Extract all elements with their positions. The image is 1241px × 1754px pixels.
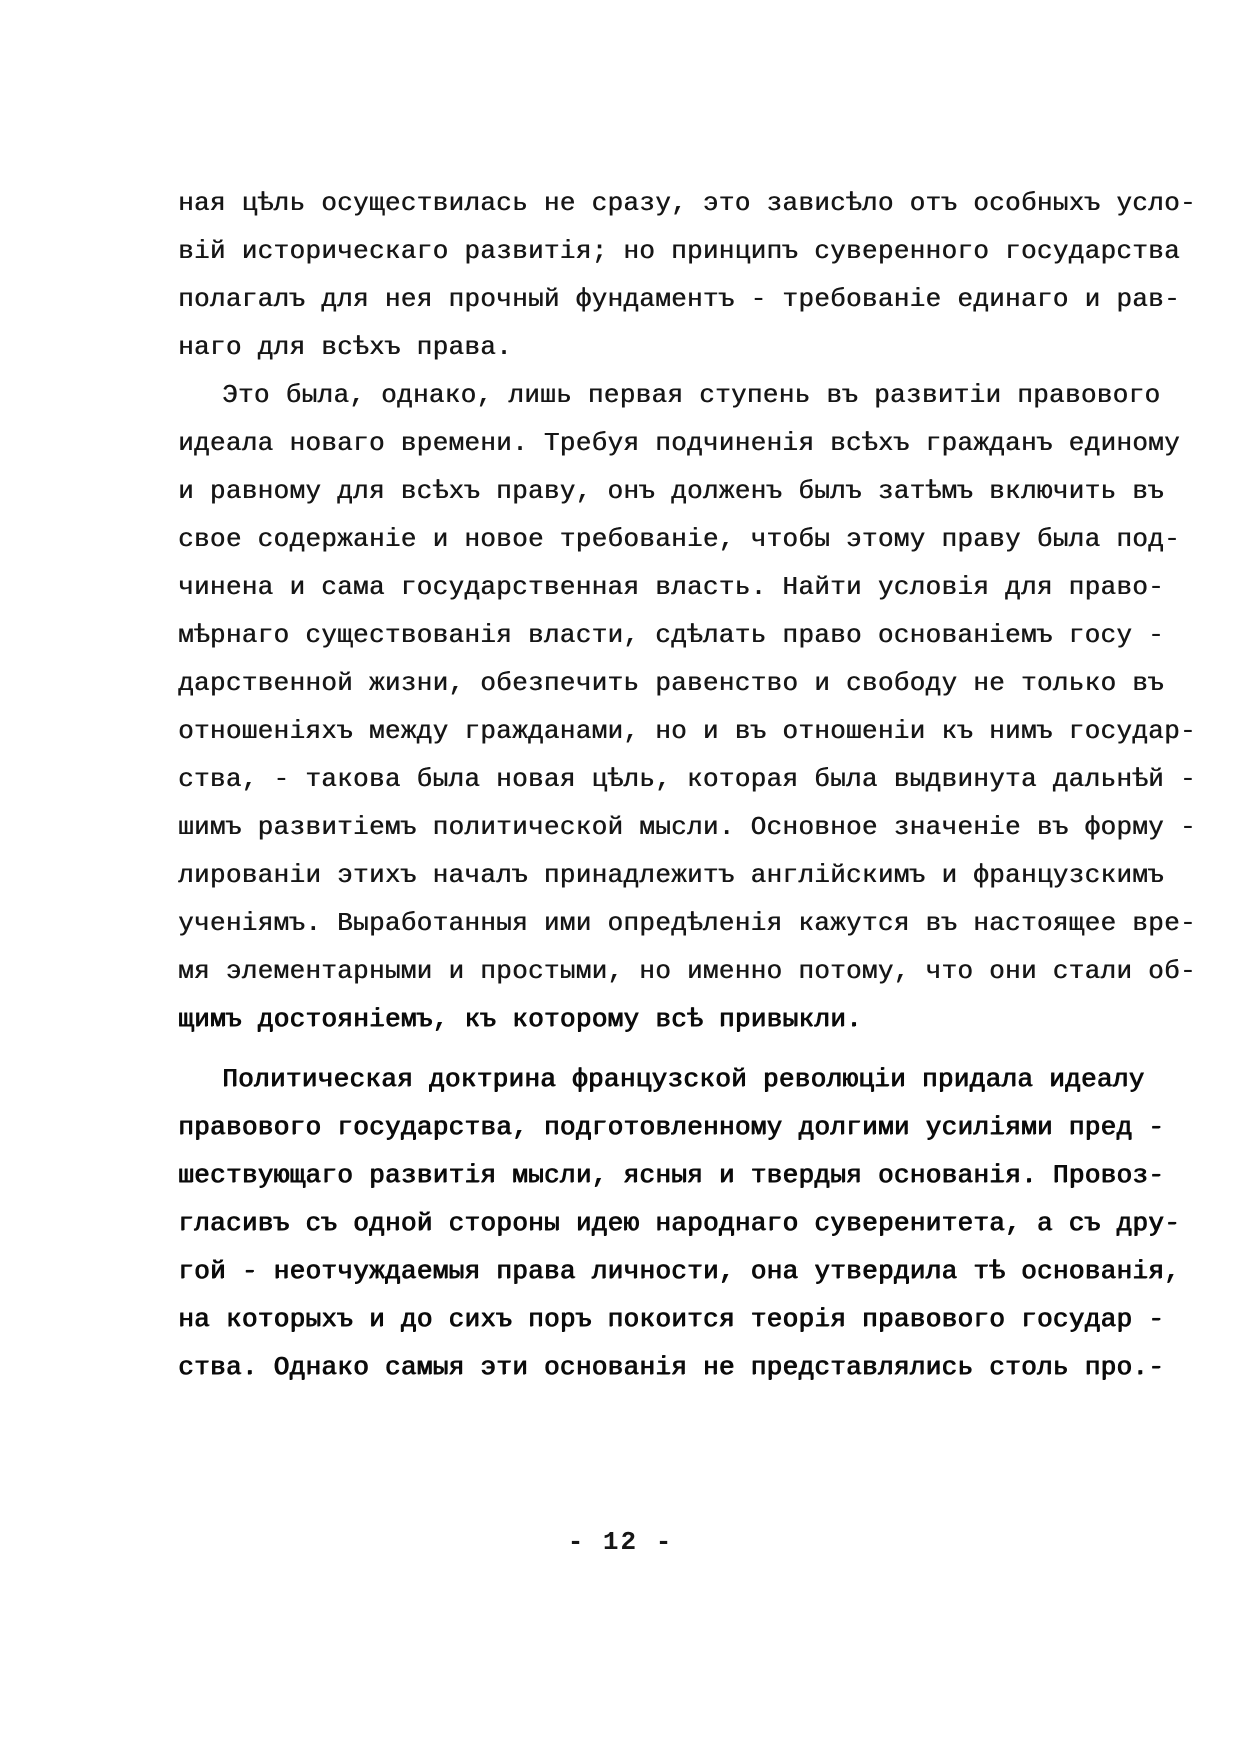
text-line: ная цѣль осуществилась не сразу, это зависѣло отъ особныхъ усло-: [178, 188, 1196, 218]
text-line: свое содержаніе и новое требованіе, чтобы этому праву была под-: [178, 524, 1180, 554]
text-line: мя элементарными и простыми, но именно потому, что они стали об-: [178, 956, 1196, 986]
text-line: гой - неотчуждаемыя права личности, она утвердила тѣ основанія,: [178, 1256, 1180, 1286]
text-line: шимъ развитіемъ политической мысли. Основное значеніе въ форму -: [178, 812, 1196, 842]
text-line: ученіямъ. Выработанныя ими опредѣленія кажутся въ настоящее вре-: [178, 908, 1196, 938]
text-line: вій историческаго развитія; но принципъ суверенного государства: [178, 236, 1180, 266]
text-line: щимъ достояніемъ, къ которому всѣ привыкли.: [178, 1004, 862, 1034]
text-line: дарственной жизни, обезпечить равенство и свободу не только въ: [178, 668, 1164, 698]
paragraph-start-line: Политическая доктрина французской революціи придала идеалу: [222, 1064, 1145, 1094]
text-line: идеала новаго времени. Требуя подчиненія всѣхъ гражданъ единому: [178, 428, 1180, 458]
text-line: шествующаго развитія мысли, ясныя и твердыя основанія. Провоз-: [178, 1160, 1164, 1190]
text-line: на которыхъ и до сихъ поръ покоится теорія правового государ -: [178, 1304, 1164, 1334]
text-line: чинена и сама государственная власть. Найти условія для право-: [178, 572, 1164, 602]
page-number: - 12 -: [567, 1527, 674, 1557]
text-line: полагалъ для нея прочный фундаментъ - требованіе единаго и рав-: [178, 284, 1180, 314]
text-line: правового государства, подготовленному долгими усиліями пред -: [178, 1112, 1164, 1142]
text-line: лированіи этихъ началъ принадлежитъ англійскимъ и французскимъ: [178, 860, 1164, 890]
text-line: ства, - такова была новая цѣль, которая была выдвинута дальнѣй -: [178, 764, 1196, 794]
text-line: и равному для всѣхъ праву, онъ долженъ былъ затѣмъ включить въ: [178, 476, 1164, 506]
text-line: ства. Однако самыя эти основанія не представлялись столь про.-: [178, 1352, 1164, 1382]
text-line: гласивъ съ одной стороны идею народнаго суверенитета, а съ дру-: [178, 1208, 1180, 1238]
paragraph-start-line: Это была, однако, лишь первая ступень въ развитіи правового: [222, 380, 1161, 410]
text-line: мѣрнаго существованія власти, сдѣлать право основаніемъ госу -: [178, 620, 1164, 650]
text-line: отношеніяхъ между гражданами, но и въ отношеніи къ нимъ государ-: [178, 716, 1196, 746]
text-line: наго для всѣхъ права.: [178, 332, 512, 362]
